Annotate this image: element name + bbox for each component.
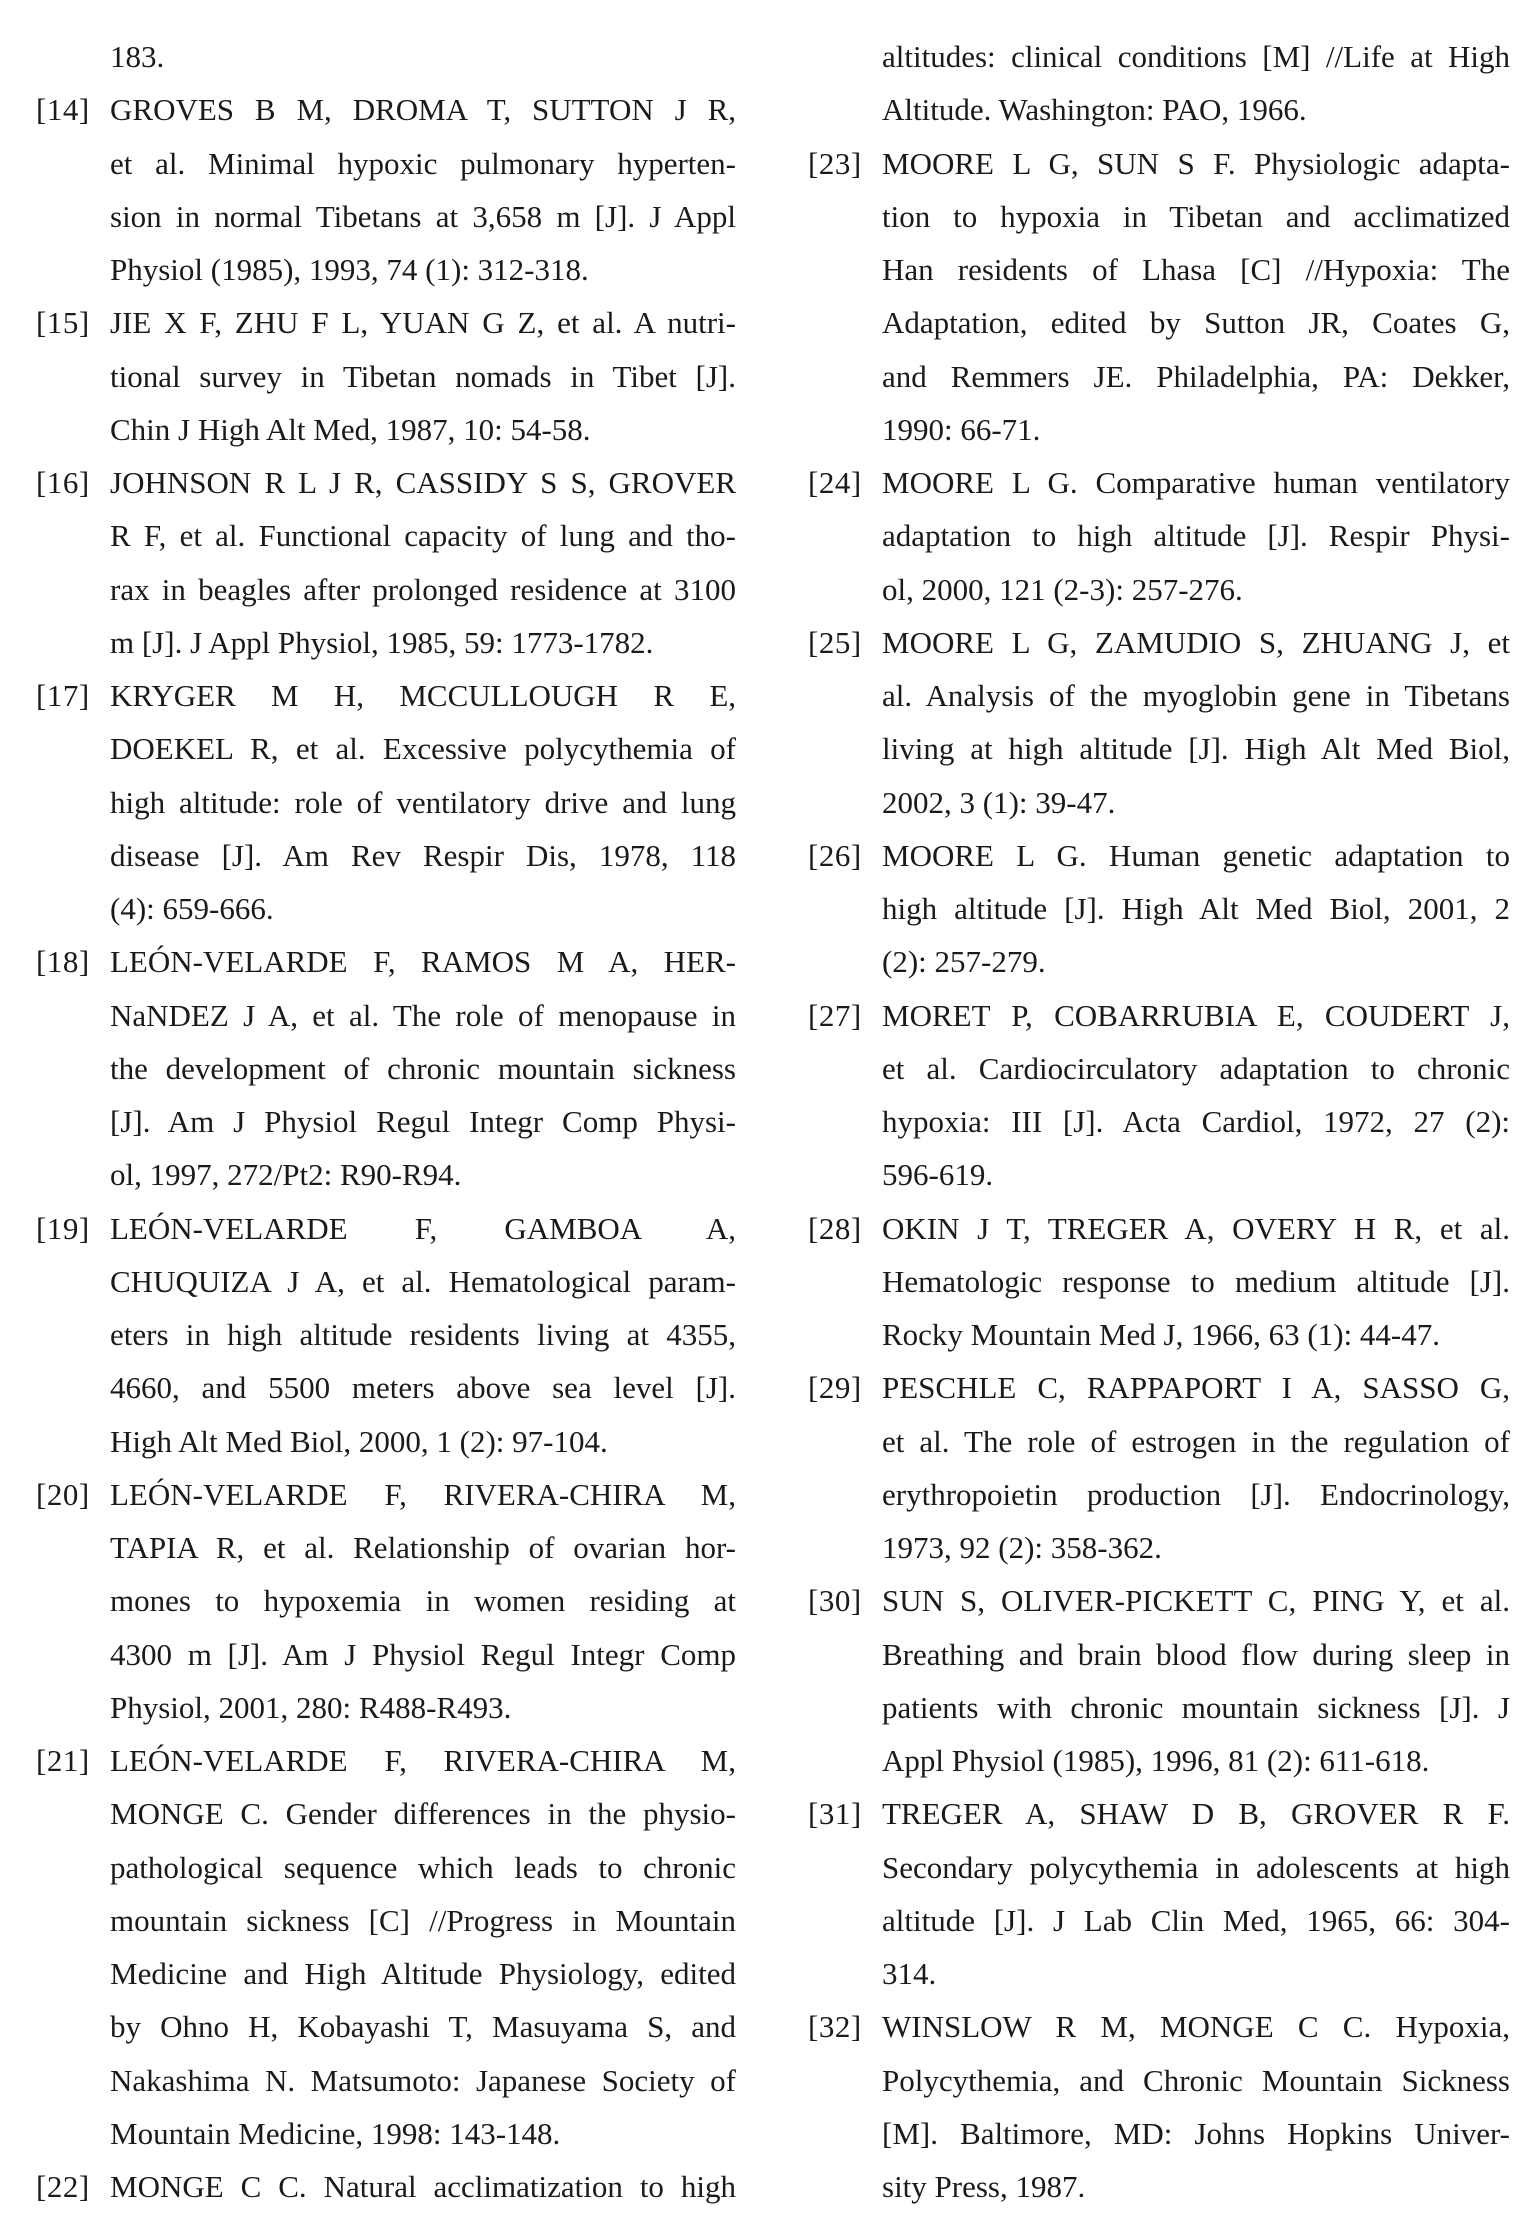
reference-text: tion to hypoxia in Tibetan and acclimatized xyxy=(882,198,1510,234)
reference-text: hypoxia: III [J]. Acta Cardiol, 1972, 27 (2): xyxy=(882,1104,1510,1139)
reference-text: JOHNSON R L J R, CASSIDY S S, GROVER xyxy=(110,465,736,500)
reference-text: pathological sequence which leads to chronic xyxy=(110,1849,736,1885)
reference-number: [25] xyxy=(808,624,862,660)
reference-line xyxy=(36,403,736,456)
reference-line xyxy=(36,137,736,190)
left-column xyxy=(36,30,736,2213)
reference-text: LEÓN-VELARDE F, RAMOS M A, HER- xyxy=(110,944,736,980)
reference-line xyxy=(808,1148,1510,1201)
reference-line xyxy=(36,456,736,509)
reference-line xyxy=(36,935,736,988)
reference-text: Altitude. Washington: PAO, 1966. xyxy=(882,92,1307,128)
reference-number: [24] xyxy=(808,465,862,500)
reference-text: patients with chronic mountain sickness [J]. J xyxy=(882,1689,1510,1725)
reference-number: [23] xyxy=(808,145,862,181)
reference-line xyxy=(808,1894,1510,1947)
reference-number: [15] xyxy=(36,305,90,341)
reference-line xyxy=(808,350,1510,403)
reference-line xyxy=(36,190,736,243)
reference-text: Physiol, 2001, 280: R488-R493. xyxy=(110,1689,512,1725)
reference-text: et al. The role of estrogen in the regulation of xyxy=(882,1423,1510,1459)
reference-text: et al. Minimal hypoxic pulmonary hyperten- xyxy=(110,145,736,181)
reference-text: 1973, 92 (2): 358-362. xyxy=(882,1530,1162,1565)
reference-line xyxy=(36,30,736,83)
reference-text: TAPIA R, et al. Relationship of ovarian hor- xyxy=(110,1530,736,1565)
reference-line xyxy=(36,1148,736,1201)
reference-text: MONGE C C. Natural acclimatization to high xyxy=(110,2169,736,2204)
reference-text: Adaptation, edited by Sutton JR, Coates G, xyxy=(882,305,1510,341)
reference-text: et al. Cardiocirculatory adaptation to chronic xyxy=(882,1050,1510,1086)
reference-text: rax in beagles after prolonged residence at 3100 xyxy=(110,571,736,607)
reference-text: MOORE L G, SUN S F. Physiologic adapta- xyxy=(882,145,1510,181)
reference-text: MOORE L G. Comparative human ventilatory xyxy=(882,465,1510,500)
reference-line xyxy=(36,243,736,296)
reference-text: OKIN J T, TREGER A, OVERY H R, et al. xyxy=(882,1210,1510,1246)
reference-text: High Alt Med Biol, 2000, 1 (2): 97-104. xyxy=(110,1423,608,1459)
reference-line xyxy=(36,1681,736,1734)
reference-text: SUN S, OLIVER-PICKETT C, PING Y, et al. xyxy=(882,1583,1510,1619)
reference-line xyxy=(808,2000,1510,2053)
reference-text: LEÓN-VELARDE F, RIVERA-CHIRA M, xyxy=(110,1743,736,1778)
reference-line xyxy=(36,2160,736,2213)
reference-text: CHUQUIZA J A, et al. Hematological param- xyxy=(110,1263,736,1299)
reference-line xyxy=(36,1095,736,1148)
reference-line xyxy=(36,722,736,775)
reference-text: Breathing and brain blood flow during sleep in xyxy=(882,1636,1510,1672)
reference-number: [30] xyxy=(808,1583,862,1619)
reference-number: [32] xyxy=(808,2009,862,2045)
reference-line xyxy=(808,722,1510,775)
reference-line xyxy=(36,1415,736,1468)
reference-line xyxy=(808,1468,1510,1521)
reference-text: altitudes: clinical conditions [M] //Life at High xyxy=(882,39,1510,74)
reference-line xyxy=(808,296,1510,349)
reference-number: [26] xyxy=(808,837,862,873)
reference-line xyxy=(808,1361,1510,1414)
reference-line xyxy=(36,989,736,1042)
reference-text: TREGER A, SHAW D B, GROVER R F. xyxy=(882,1796,1510,1832)
reference-line xyxy=(36,669,736,722)
reference-line xyxy=(808,1415,1510,1468)
reference-text: erythropoietin production [J]. Endocrinology, xyxy=(882,1476,1510,1512)
reference-line xyxy=(808,829,1510,882)
reference-text: 4300 m [J]. Am J Physiol Regul Integr Comp xyxy=(110,1636,736,1672)
reference-text: Chin J High Alt Med, 1987, 10: 54-58. xyxy=(110,411,591,447)
reference-line xyxy=(808,190,1510,243)
reference-line xyxy=(36,296,736,349)
reference-text: LEÓN-VELARDE F, RIVERA-CHIRA M, xyxy=(110,1476,736,1512)
reference-line xyxy=(808,456,1510,509)
reference-number: [19] xyxy=(36,1210,90,1246)
reference-line xyxy=(36,1894,736,1947)
reference-line xyxy=(36,1734,736,1787)
reference-line xyxy=(36,350,736,403)
reference-line xyxy=(808,1255,1510,1308)
reference-line xyxy=(36,1361,736,1414)
reference-line xyxy=(808,2107,1510,2160)
reference-text: eters in high altitude residents living at 4355, xyxy=(110,1317,736,1352)
reference-text: [J]. Am J Physiol Regul Integr Comp Physi- xyxy=(110,1104,736,1139)
reference-line xyxy=(808,137,1510,190)
reference-text: the development of chronic mountain sickness xyxy=(110,1050,736,1086)
reference-text: (2): 257-279. xyxy=(882,944,1046,980)
reference-line xyxy=(808,882,1510,935)
reference-line xyxy=(36,1841,736,1894)
reference-line xyxy=(36,1308,736,1361)
reference-text: high altitude [J]. High Alt Med Biol, 2001, 2 xyxy=(882,891,1510,926)
reference-number: [27] xyxy=(808,997,862,1033)
reference-line xyxy=(808,1734,1510,1787)
reference-text: m [J]. J Appl Physiol, 1985, 59: 1773-1782. xyxy=(110,624,654,660)
reference-line xyxy=(36,1947,736,2000)
reference-line xyxy=(36,2107,736,2160)
reference-number: [31] xyxy=(808,1796,862,1832)
reference-line xyxy=(808,669,1510,722)
reference-line xyxy=(808,83,1510,136)
reference-number: [18] xyxy=(36,944,90,980)
reference-text: sion in normal Tibetans at 3,658 m [J]. J Appl xyxy=(110,198,736,234)
reference-text: WINSLOW R M, MONGE C C. Hypoxia, xyxy=(882,2009,1510,2045)
reference-text: disease [J]. Am Rev Respir Dis, 1978, 118 xyxy=(110,837,736,873)
reference-text: 2002, 3 (1): 39-47. xyxy=(882,784,1116,820)
reference-number: [14] xyxy=(36,92,90,128)
reference-number: [29] xyxy=(808,1370,862,1406)
reference-text: ol, 2000, 121 (2-3): 257-276. xyxy=(882,571,1243,607)
reference-text: altitude [J]. J Lab Clin Med, 1965, 66: 304- xyxy=(882,1902,1510,1938)
reference-text: and Remmers JE. Philadelphia, PA: Dekker, xyxy=(882,358,1510,394)
reference-text: 596-619. xyxy=(882,1157,994,1193)
reference-line xyxy=(36,776,736,829)
reference-text: al. Analysis of the myoglobin gene in Tibetans xyxy=(882,678,1510,713)
reference-line xyxy=(808,243,1510,296)
reference-line xyxy=(808,935,1510,988)
reference-text: MOORE L G, ZAMUDIO S, ZHUANG J, et xyxy=(882,624,1510,660)
reference-line xyxy=(36,1202,736,1255)
reference-line xyxy=(36,1042,736,1095)
reference-text: Physiol (1985), 1993, 74 (1): 312-318. xyxy=(110,252,589,287)
reference-line xyxy=(36,1521,736,1574)
reference-text: mountain sickness [C] //Progress in Mountain xyxy=(110,1902,736,1938)
reference-text: PESCHLE C, RAPPAPORT I A, SASSO G, xyxy=(882,1370,1510,1406)
reference-text: Appl Physiol (1985), 1996, 81 (2): 611-618. xyxy=(882,1743,1430,1778)
reference-line xyxy=(808,1628,1510,1681)
reference-text: Han residents of Lhasa [C] //Hypoxia: The xyxy=(882,252,1510,287)
reference-line xyxy=(36,616,736,669)
reference-line xyxy=(36,83,736,136)
reference-line xyxy=(36,2054,736,2107)
reference-line xyxy=(808,2054,1510,2107)
reference-line xyxy=(808,2160,1510,2213)
reference-line xyxy=(36,1628,736,1681)
reference-line xyxy=(808,776,1510,829)
reference-text: Medicine and High Altitude Physiology, edited xyxy=(110,1956,736,1991)
reference-text: 1990: 66-71. xyxy=(882,411,1041,447)
reference-text: 4660, and 5500 meters above sea level [J]. xyxy=(110,1370,736,1406)
reference-line xyxy=(36,1468,736,1521)
reference-line xyxy=(808,1042,1510,1095)
right-column xyxy=(808,30,1510,2213)
reference-line xyxy=(808,1841,1510,1894)
reference-line xyxy=(808,403,1510,456)
reference-text: Hematologic response to medium altitude [J]. xyxy=(882,1263,1510,1299)
reference-text: ol, 1997, 272/Pt2: R90-R94. xyxy=(110,1157,462,1193)
reference-text: MONGE C. Gender differences in the physio- xyxy=(110,1796,736,1832)
reference-line xyxy=(808,1681,1510,1734)
reference-text: sity Press, 1987. xyxy=(882,2169,1086,2204)
reference-text: [M]. Baltimore, MD: Johns Hopkins Univer- xyxy=(882,2115,1510,2151)
reference-text: 314. xyxy=(882,1956,937,1991)
reference-text: JIE X F, ZHU F L, YUAN G Z, et al. A nutri- xyxy=(110,305,736,341)
reference-line xyxy=(36,1574,736,1627)
reference-line xyxy=(36,509,736,562)
reference-line xyxy=(36,2000,736,2053)
reference-line xyxy=(808,1947,1510,2000)
reference-line xyxy=(808,616,1510,669)
reference-number: [16] xyxy=(36,465,90,500)
reference-line xyxy=(808,1787,1510,1840)
reference-line xyxy=(36,882,736,935)
reference-line xyxy=(36,563,736,616)
reference-text: mones to hypoxemia in women residing at xyxy=(110,1583,736,1619)
reference-text: tional survey in Tibetan nomads in Tibet [J]. xyxy=(110,358,736,394)
reference-line xyxy=(808,989,1510,1042)
reference-text: GROVES B M, DROMA T, SUTTON J R, xyxy=(110,92,736,128)
reference-number: [21] xyxy=(36,1743,90,1778)
reference-line xyxy=(808,563,1510,616)
reference-text: LEÓN-VELARDE F, GAMBOA A, xyxy=(110,1210,736,1246)
reference-text: high altitude: role of ventilatory drive and lung xyxy=(110,784,736,820)
reference-text: KRYGER M H, MCCULLOUGH R E, xyxy=(110,678,736,713)
reference-line xyxy=(808,509,1510,562)
reference-text: MORET P, COBARRUBIA E, COUDERT J, xyxy=(882,997,1510,1033)
reference-line xyxy=(808,1521,1510,1574)
reference-number: [22] xyxy=(36,2169,90,2204)
reference-line xyxy=(808,1095,1510,1148)
reference-text: MOORE L G. Human genetic adaptation to xyxy=(882,837,1510,873)
reference-text: Nakashima N. Matsumoto: Japanese Society of xyxy=(110,2062,736,2098)
reference-line xyxy=(808,1202,1510,1255)
reference-line xyxy=(36,829,736,882)
reference-text: living at high altitude [J]. High Alt Med Biol, xyxy=(882,731,1510,767)
reference-text: Mountain Medicine, 1998: 143-148. xyxy=(110,2115,561,2151)
reference-number: [20] xyxy=(36,1476,90,1512)
reference-text: Polycythemia, and Chronic Mountain Sickness xyxy=(882,2062,1510,2098)
reference-text: (4): 659-666. xyxy=(110,891,274,926)
reference-text: R F, et al. Functional capacity of lung and tho- xyxy=(110,518,736,554)
reference-text: by Ohno H, Kobayashi T, Masuyama S, and xyxy=(110,2009,736,2045)
reference-text: 183. xyxy=(110,39,165,74)
reference-line xyxy=(36,1255,736,1308)
reference-number: [17] xyxy=(36,678,90,713)
reference-text: Rocky Mountain Med J, 1966, 63 (1): 44-47. xyxy=(882,1317,1440,1352)
reference-line xyxy=(808,30,1510,83)
reference-line xyxy=(36,1787,736,1840)
reference-number: [28] xyxy=(808,1210,862,1246)
reference-line xyxy=(808,1574,1510,1627)
reference-text: Secondary polycythemia in adolescents at high xyxy=(882,1849,1510,1885)
reference-line xyxy=(808,1308,1510,1361)
reference-text: NaNDEZ J A, et al. The role of menopause in xyxy=(110,997,736,1033)
reference-text: adaptation to high altitude [J]. Respir Physi- xyxy=(882,518,1510,554)
reference-text: DOEKEL R, et al. Excessive polycythemia of xyxy=(110,731,736,767)
